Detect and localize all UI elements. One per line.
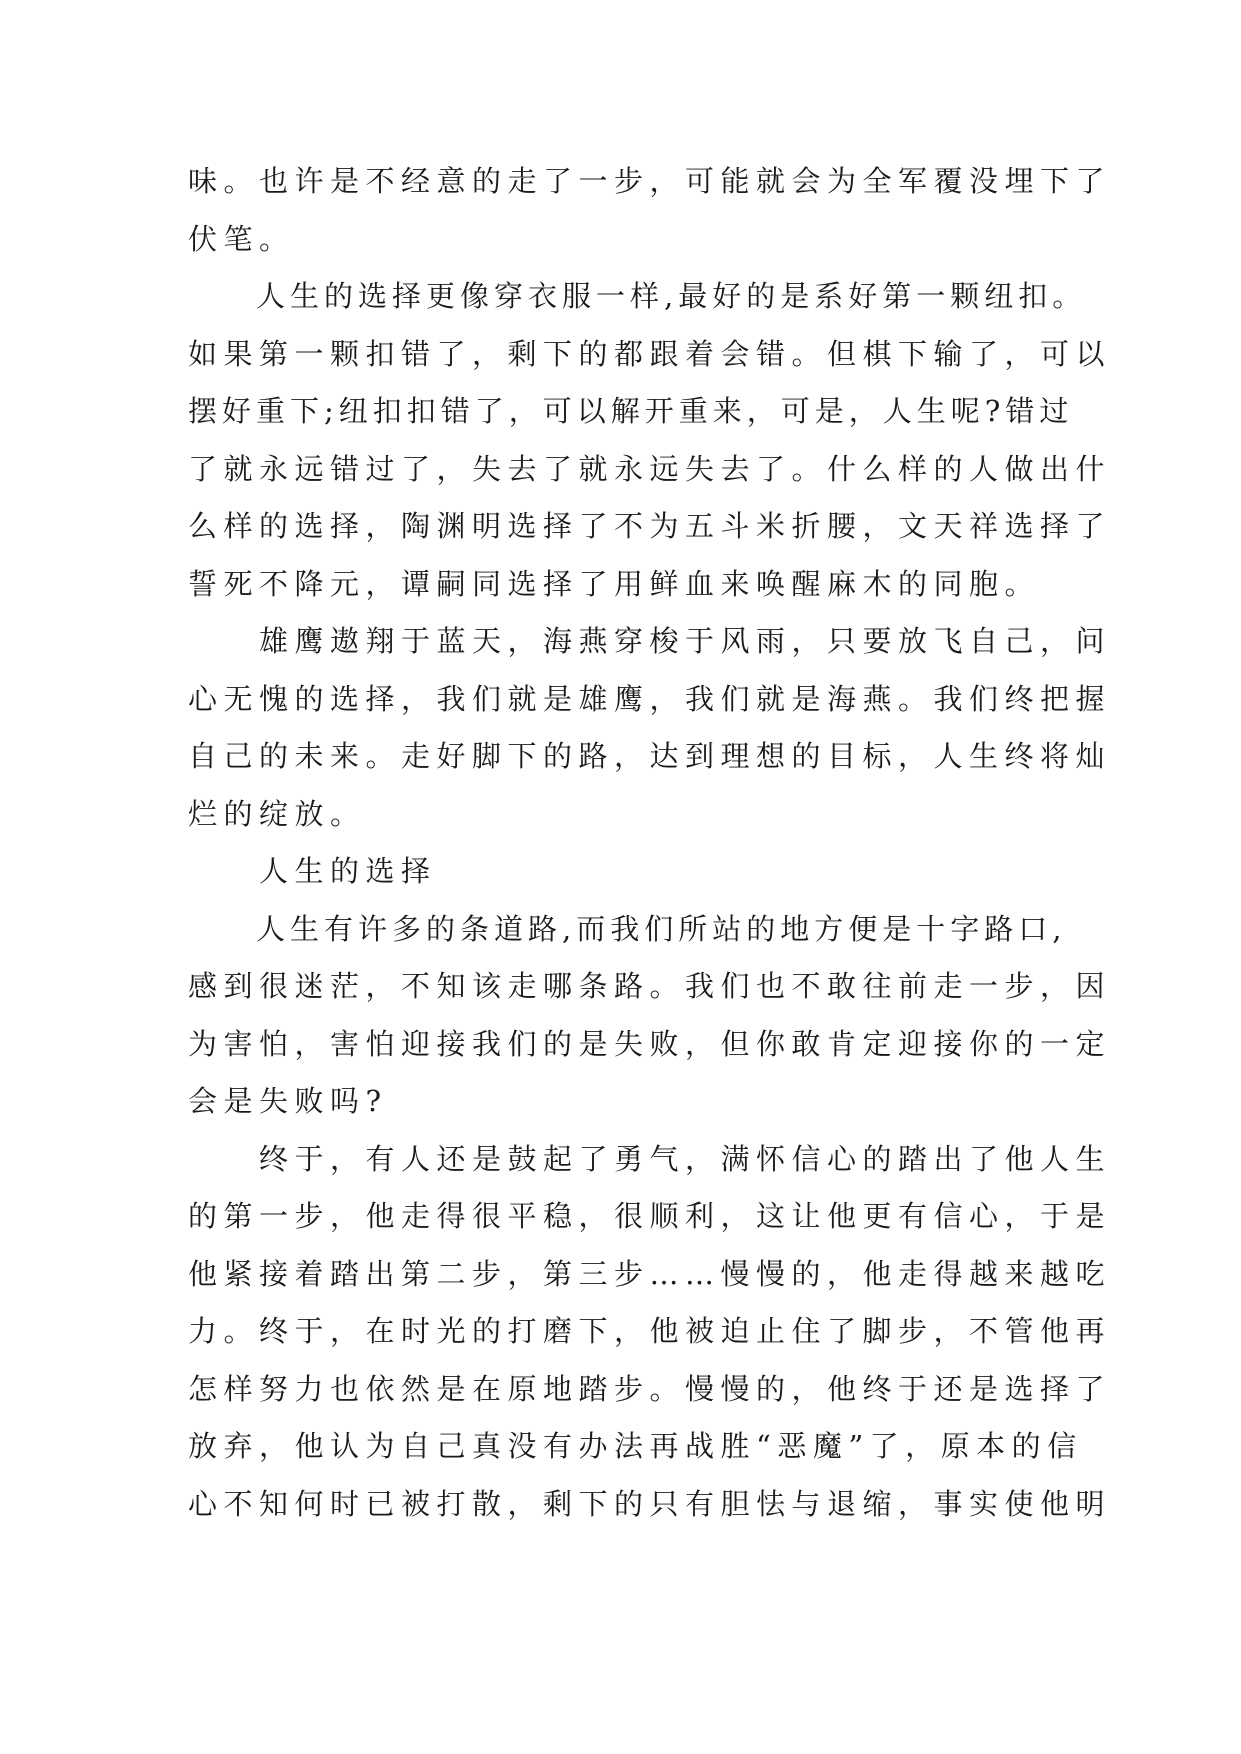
text-line: 自己的未来。走好脚下的路，达到理想的目标，人生终将灿 (188, 739, 1112, 773)
text-line: 摆好重下;纽扣扣错了，可以解开重来，可是，人生呢?错过 (188, 394, 1074, 428)
text-line: 放弃，他认为自己真没有办法再战胜“恶魔”了，原本的信 (188, 1429, 1083, 1463)
text-line: 如果第一颗扣错了，剩下的都跟着会错。但棋下输了，可以 (188, 336, 1112, 371)
paragraph-first-line: 人生有许多的条道路,而我们所站的地方便是十字路口, (188, 911, 1067, 946)
text-line: 心无愧的选择，我们就是雄鹰，我们就是海燕。我们终把握 (188, 681, 1112, 716)
text-line: 烂的绽放。 (188, 796, 366, 831)
document-body (188, 153, 1112, 1533)
paragraph-first-line: 雄鹰遨翔于蓝天，海燕穿梭于风雨，只要放飞自己，问 (188, 624, 1112, 658)
section-heading: 人生的选择 (188, 854, 437, 888)
text-line: 怎样努力也依然是在原地踏步。慢慢的，他终于还是选择了 (188, 1371, 1112, 1406)
text-line: 么样的选择，陶渊明选择了不为五斗米折腰，文天祥选择了 (188, 509, 1112, 543)
text-line: 誓死不降元，谭嗣同选择了用鲜血来唤醒麻木的同胞。 (188, 566, 1041, 601)
text-line: 会是失败吗? (188, 1084, 388, 1118)
paragraph-first-line: 人生的选择更像穿衣服一样,最好的是系好第一颗纽扣。 (188, 279, 1087, 313)
text-line: 心不知何时已被打散，剩下的只有胆怯与退缩，事实使他明 (188, 1486, 1112, 1521)
text-line: 感到很迷茫，不知该走哪条路。我们也不敢往前走一步，因 (188, 969, 1112, 1003)
text-line: 力。终于，在时光的打磨下，他被迫止住了脚步，不管他再 (188, 1314, 1112, 1348)
text-line: 他紧接着踏出第二步，第三步……慢慢的，他走得越来越吃 (188, 1256, 1112, 1291)
text-line: 伏笔。 (188, 221, 295, 256)
paragraph-first-line: 终于，有人还是鼓起了勇气，满怀信心的踏出了他人生 (188, 1141, 1112, 1176)
text-line: 了就永远错过了，失去了就永远失去了。什么样的人做出什 (188, 451, 1112, 486)
text-line: 味。也许是不经意的走了一步，可能就会为全军覆没埋下了 (188, 164, 1112, 198)
text-line: 的第一步，他走得很平稳，很顺利，这让他更有信心，于是 (188, 1199, 1112, 1233)
text-line: 为害怕，害怕迎接我们的是失败，但你敢肯定迎接你的一定 (188, 1026, 1112, 1061)
